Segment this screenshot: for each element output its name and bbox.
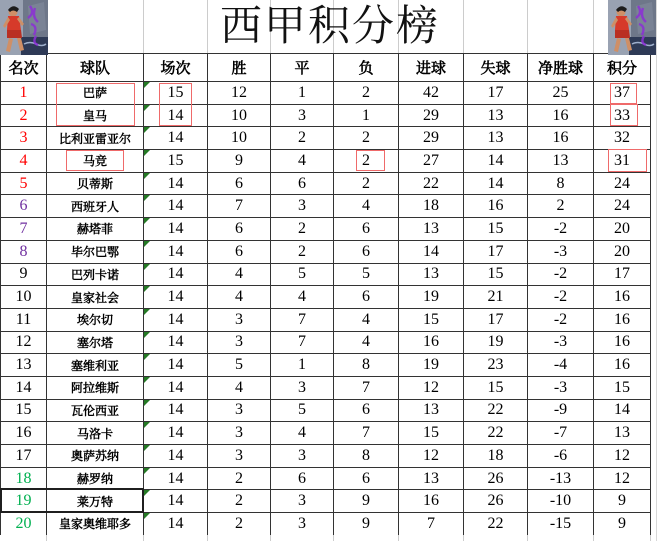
title-band bbox=[0, 0, 660, 53]
table-row bbox=[1, 445, 651, 468]
cell-points: 33 bbox=[594, 104, 651, 127]
table-row bbox=[1, 331, 651, 354]
cell-win: 6 bbox=[208, 218, 271, 241]
cell-points: 12 bbox=[594, 467, 651, 490]
cell-loss: 4 bbox=[334, 308, 399, 331]
cell-loss: 6 bbox=[334, 399, 399, 422]
cell-team: 马竞 bbox=[47, 150, 144, 173]
cell-goals-against: 15 bbox=[464, 376, 528, 399]
cell-team: 巴萨 bbox=[47, 82, 144, 105]
cell-goal-diff: 8 bbox=[528, 172, 594, 195]
cell-rank: 19 bbox=[1, 490, 47, 513]
col-header-team: 球队 bbox=[47, 54, 144, 82]
col-header-goals-for: 进球 bbox=[399, 54, 464, 82]
cell-team: 奥萨苏纳 bbox=[47, 445, 144, 468]
cell-played: 14 bbox=[144, 490, 208, 513]
col-header-rank: 名次 bbox=[1, 54, 47, 82]
cell-goals-for: 13 bbox=[399, 218, 464, 241]
cell-rank: 18 bbox=[1, 467, 47, 490]
cell-team: 瓦伦西亚 bbox=[47, 399, 144, 422]
col-header-goal-diff: 净胜球 bbox=[528, 54, 594, 82]
grid-faint-line bbox=[463, 535, 464, 541]
cell-rank: 11 bbox=[1, 308, 47, 331]
cell-team: 塞维利亚 bbox=[47, 354, 144, 377]
cell-loss: 7 bbox=[334, 422, 399, 445]
cell-played: 14 bbox=[144, 467, 208, 490]
cell-draw: 2 bbox=[271, 218, 334, 241]
cell-goals-for: 29 bbox=[399, 104, 464, 127]
cell-goals-for: 7 bbox=[399, 513, 464, 536]
page-title: 西甲积分榜 bbox=[219, 4, 440, 50]
cell-win: 4 bbox=[208, 376, 271, 399]
cell-goals-for: 14 bbox=[399, 240, 464, 263]
cell-draw: 2 bbox=[271, 127, 334, 150]
cell-team: 阿拉维斯 bbox=[47, 376, 144, 399]
cell-draw: 4 bbox=[271, 422, 334, 445]
cell-goals-for: 13 bbox=[399, 467, 464, 490]
cell-goals-for: 16 bbox=[399, 490, 464, 513]
table-row bbox=[1, 82, 651, 105]
table-row bbox=[1, 467, 651, 490]
cell-goals-against: 22 bbox=[464, 422, 528, 445]
cell-loss: 6 bbox=[334, 286, 399, 309]
cell-win: 4 bbox=[208, 263, 271, 286]
col-header-loss: 负 bbox=[334, 54, 399, 82]
cell-played: 14 bbox=[144, 218, 208, 241]
cell-draw: 3 bbox=[271, 376, 334, 399]
cell-goals-for: 16 bbox=[399, 331, 464, 354]
cell-team: 皇家社会 bbox=[47, 286, 144, 309]
cell-goal-diff: -9 bbox=[528, 399, 594, 422]
cell-rank: 14 bbox=[1, 376, 47, 399]
cell-points: 13 bbox=[594, 422, 651, 445]
cell-team: 皇家奥维耶多 bbox=[47, 513, 144, 536]
col-header-played: 场次 bbox=[144, 54, 208, 82]
cell-goals-for: 12 bbox=[399, 376, 464, 399]
cell-goals-for: 13 bbox=[399, 263, 464, 286]
cell-played: 14 bbox=[144, 308, 208, 331]
cell-goals-against: 17 bbox=[464, 240, 528, 263]
cell-draw: 7 bbox=[271, 331, 334, 354]
cell-played: 14 bbox=[144, 513, 208, 536]
table-row bbox=[1, 240, 651, 263]
cell-goals-for: 15 bbox=[399, 422, 464, 445]
cell-goals-for: 19 bbox=[399, 286, 464, 309]
cell-goal-diff: 2 bbox=[528, 195, 594, 218]
cell-draw: 3 bbox=[271, 445, 334, 468]
cell-team: 比利亚雷亚尔 bbox=[47, 127, 144, 150]
cell-win: 3 bbox=[208, 445, 271, 468]
cell-points: 15 bbox=[594, 376, 651, 399]
cell-loss: 6 bbox=[334, 467, 399, 490]
table-row bbox=[1, 376, 651, 399]
cell-rank: 3 bbox=[1, 127, 47, 150]
cell-loss: 2 bbox=[334, 127, 399, 150]
table-row bbox=[1, 513, 651, 536]
cell-win: 3 bbox=[208, 399, 271, 422]
cell-goals-against: 21 bbox=[464, 286, 528, 309]
cell-points: 31 bbox=[594, 150, 651, 173]
cell-rank: 13 bbox=[1, 354, 47, 377]
cell-goals-for: 13 bbox=[399, 399, 464, 422]
table-row bbox=[1, 172, 651, 195]
cell-points: 20 bbox=[594, 240, 651, 263]
cell-team: 塞尔塔 bbox=[47, 331, 144, 354]
cell-team: 埃尔切 bbox=[47, 308, 144, 331]
cell-rank: 5 bbox=[1, 172, 47, 195]
cell-rank: 2 bbox=[1, 104, 47, 127]
cell-win: 3 bbox=[208, 308, 271, 331]
cell-played: 14 bbox=[144, 240, 208, 263]
table-row bbox=[1, 263, 651, 286]
col-header-draw: 平 bbox=[271, 54, 334, 82]
cell-goal-diff: -2 bbox=[528, 308, 594, 331]
cell-team: 莱万特 bbox=[47, 490, 144, 513]
cell-played: 14 bbox=[144, 172, 208, 195]
cell-goals-against: 22 bbox=[464, 513, 528, 536]
cell-goal-diff: 25 bbox=[528, 82, 594, 105]
cell-draw: 6 bbox=[271, 467, 334, 490]
cell-draw: 4 bbox=[271, 150, 334, 173]
cell-played: 14 bbox=[144, 422, 208, 445]
cell-win: 6 bbox=[208, 172, 271, 195]
cell-goal-diff: -13 bbox=[528, 467, 594, 490]
cell-points: 14 bbox=[594, 399, 651, 422]
cell-goals-against: 22 bbox=[464, 399, 528, 422]
cell-played: 14 bbox=[144, 331, 208, 354]
cell-draw: 3 bbox=[271, 513, 334, 536]
cell-played: 14 bbox=[144, 286, 208, 309]
cell-goals-for: 29 bbox=[399, 127, 464, 150]
player-art-right-image bbox=[608, 0, 656, 55]
table-row bbox=[1, 308, 651, 331]
cell-loss: 1 bbox=[334, 104, 399, 127]
cell-rank: 9 bbox=[1, 263, 47, 286]
cell-goals-against: 19 bbox=[464, 331, 528, 354]
cell-loss: 9 bbox=[334, 513, 399, 536]
cell-win: 9 bbox=[208, 150, 271, 173]
grid-faint-line bbox=[333, 535, 334, 541]
grid-faint-line bbox=[398, 535, 399, 541]
col-header-win: 胜 bbox=[208, 54, 271, 82]
cell-draw: 6 bbox=[271, 172, 334, 195]
cell-goal-diff: -2 bbox=[528, 286, 594, 309]
cell-rank: 12 bbox=[1, 331, 47, 354]
cell-team: 皇马 bbox=[47, 104, 144, 127]
cell-goals-against: 17 bbox=[464, 308, 528, 331]
table-row bbox=[1, 286, 651, 309]
cell-played: 14 bbox=[144, 127, 208, 150]
cell-draw: 4 bbox=[271, 286, 334, 309]
cell-win: 6 bbox=[208, 240, 271, 263]
header-row bbox=[1, 54, 651, 82]
cell-goals-against: 17 bbox=[464, 82, 528, 105]
cell-played: 14 bbox=[144, 399, 208, 422]
cell-loss: 6 bbox=[334, 240, 399, 263]
cell-goals-for: 18 bbox=[399, 195, 464, 218]
col-header-goals-against: 失球 bbox=[464, 54, 528, 82]
cell-points: 12 bbox=[594, 445, 651, 468]
cell-loss: 4 bbox=[334, 331, 399, 354]
cell-rank: 6 bbox=[1, 195, 47, 218]
table-row bbox=[1, 150, 651, 173]
cell-win: 2 bbox=[208, 490, 271, 513]
cell-goal-diff: -3 bbox=[528, 331, 594, 354]
cell-goal-diff: -4 bbox=[528, 354, 594, 377]
cell-goals-for: 22 bbox=[399, 172, 464, 195]
cell-goal-diff: -10 bbox=[528, 490, 594, 513]
cell-goals-against: 13 bbox=[464, 127, 528, 150]
cell-loss: 6 bbox=[334, 218, 399, 241]
cell-goal-diff: -7 bbox=[528, 422, 594, 445]
cell-played: 14 bbox=[144, 354, 208, 377]
cell-rank: 10 bbox=[1, 286, 47, 309]
cell-played: 14 bbox=[144, 445, 208, 468]
cell-points: 37 bbox=[594, 82, 651, 105]
cell-draw: 1 bbox=[271, 354, 334, 377]
cell-rank: 8 bbox=[1, 240, 47, 263]
cell-goal-diff: 13 bbox=[528, 150, 594, 173]
cell-goals-against: 15 bbox=[464, 218, 528, 241]
cell-loss: 8 bbox=[334, 445, 399, 468]
table-row bbox=[1, 490, 651, 513]
cell-team: 西班牙人 bbox=[47, 195, 144, 218]
cell-win: 3 bbox=[208, 331, 271, 354]
cell-goal-diff: -15 bbox=[528, 513, 594, 536]
cell-team: 巴列卡诺 bbox=[47, 263, 144, 286]
cell-played: 14 bbox=[144, 263, 208, 286]
cell-win: 3 bbox=[208, 422, 271, 445]
cell-goals-against: 18 bbox=[464, 445, 528, 468]
cell-played: 14 bbox=[144, 376, 208, 399]
cell-points: 9 bbox=[594, 513, 651, 536]
cell-draw: 3 bbox=[271, 104, 334, 127]
cell-draw: 3 bbox=[271, 490, 334, 513]
cell-win: 2 bbox=[208, 513, 271, 536]
grid-faint-line bbox=[650, 535, 651, 541]
grid-faint-line bbox=[143, 535, 144, 541]
cell-goal-diff: 16 bbox=[528, 104, 594, 127]
cell-draw: 5 bbox=[271, 263, 334, 286]
cell-goals-against: 14 bbox=[464, 150, 528, 173]
cell-loss: 9 bbox=[334, 490, 399, 513]
table-row bbox=[1, 422, 651, 445]
cell-goals-for: 12 bbox=[399, 445, 464, 468]
cell-goals-against: 26 bbox=[464, 467, 528, 490]
cell-goals-against: 26 bbox=[464, 490, 528, 513]
cell-points: 9 bbox=[594, 490, 651, 513]
cell-rank: 1 bbox=[1, 82, 47, 105]
cell-points: 17 bbox=[594, 263, 651, 286]
cell-goal-diff: -2 bbox=[528, 263, 594, 286]
cell-goals-against: 23 bbox=[464, 354, 528, 377]
cell-goals-against: 14 bbox=[464, 172, 528, 195]
cell-win: 7 bbox=[208, 195, 271, 218]
cell-team: 马洛卡 bbox=[47, 422, 144, 445]
table-row bbox=[1, 127, 651, 150]
cell-draw: 2 bbox=[271, 240, 334, 263]
table-row bbox=[1, 354, 651, 377]
cell-loss: 4 bbox=[334, 195, 399, 218]
cell-played: 14 bbox=[144, 195, 208, 218]
cell-draw: 5 bbox=[271, 399, 334, 422]
cell-team: 赫塔菲 bbox=[47, 218, 144, 241]
cell-goals-against: 16 bbox=[464, 195, 528, 218]
grid-faint-line bbox=[527, 535, 528, 541]
cell-points: 24 bbox=[594, 195, 651, 218]
cell-played: 15 bbox=[144, 82, 208, 105]
cell-team: 赫罗纳 bbox=[47, 467, 144, 490]
sheet-edge-line bbox=[656, 0, 657, 541]
cell-rank: 7 bbox=[1, 218, 47, 241]
cell-goal-diff: -3 bbox=[528, 376, 594, 399]
cell-goals-for: 42 bbox=[399, 82, 464, 105]
cell-played: 14 bbox=[144, 104, 208, 127]
cell-points: 16 bbox=[594, 286, 651, 309]
cell-loss: 2 bbox=[334, 82, 399, 105]
cell-points: 24 bbox=[594, 172, 651, 195]
cell-draw: 7 bbox=[271, 308, 334, 331]
cell-win: 2 bbox=[208, 467, 271, 490]
cell-goals-for: 15 bbox=[399, 308, 464, 331]
cell-points: 16 bbox=[594, 308, 651, 331]
cell-rank: 16 bbox=[1, 422, 47, 445]
cell-goals-against: 15 bbox=[464, 263, 528, 286]
grid-faint-line bbox=[46, 535, 47, 541]
cell-goals-for: 19 bbox=[399, 354, 464, 377]
cell-rank: 17 bbox=[1, 445, 47, 468]
grid-faint-line bbox=[270, 535, 271, 541]
grid-faint-line bbox=[593, 535, 594, 541]
cell-points: 16 bbox=[594, 354, 651, 377]
cell-goals-against: 13 bbox=[464, 104, 528, 127]
cell-loss: 8 bbox=[334, 354, 399, 377]
cell-points: 16 bbox=[594, 331, 651, 354]
cell-rank: 15 bbox=[1, 399, 47, 422]
cell-goal-diff: -6 bbox=[528, 445, 594, 468]
col-header-points: 积分 bbox=[594, 54, 651, 82]
cell-win: 12 bbox=[208, 82, 271, 105]
standings-table bbox=[0, 53, 651, 536]
cell-goal-diff: -2 bbox=[528, 218, 594, 241]
table-row bbox=[1, 218, 651, 241]
cell-rank: 4 bbox=[1, 150, 47, 173]
bottom-partial-row bbox=[0, 535, 660, 541]
cell-goals-for: 27 bbox=[399, 150, 464, 173]
cell-loss: 7 bbox=[334, 376, 399, 399]
cell-draw: 3 bbox=[271, 195, 334, 218]
cell-goal-diff: -3 bbox=[528, 240, 594, 263]
cell-goal-diff: 16 bbox=[528, 127, 594, 150]
table-row bbox=[1, 399, 651, 422]
cell-win: 5 bbox=[208, 354, 271, 377]
cell-team: 毕尔巴鄂 bbox=[47, 240, 144, 263]
cell-win: 10 bbox=[208, 127, 271, 150]
table-row bbox=[1, 104, 651, 127]
player-art-left-image bbox=[0, 0, 48, 55]
cell-rank: 20 bbox=[1, 513, 47, 536]
cell-draw: 1 bbox=[271, 82, 334, 105]
cell-win: 10 bbox=[208, 104, 271, 127]
table-row bbox=[1, 195, 651, 218]
cell-played: 15 bbox=[144, 150, 208, 173]
cell-team: 贝蒂斯 bbox=[47, 172, 144, 195]
cell-win: 4 bbox=[208, 286, 271, 309]
cell-loss: 2 bbox=[334, 150, 399, 173]
cell-loss: 5 bbox=[334, 263, 399, 286]
grid-faint-line bbox=[207, 535, 208, 541]
cell-points: 20 bbox=[594, 218, 651, 241]
cell-points: 32 bbox=[594, 127, 651, 150]
cell-loss: 2 bbox=[334, 172, 399, 195]
